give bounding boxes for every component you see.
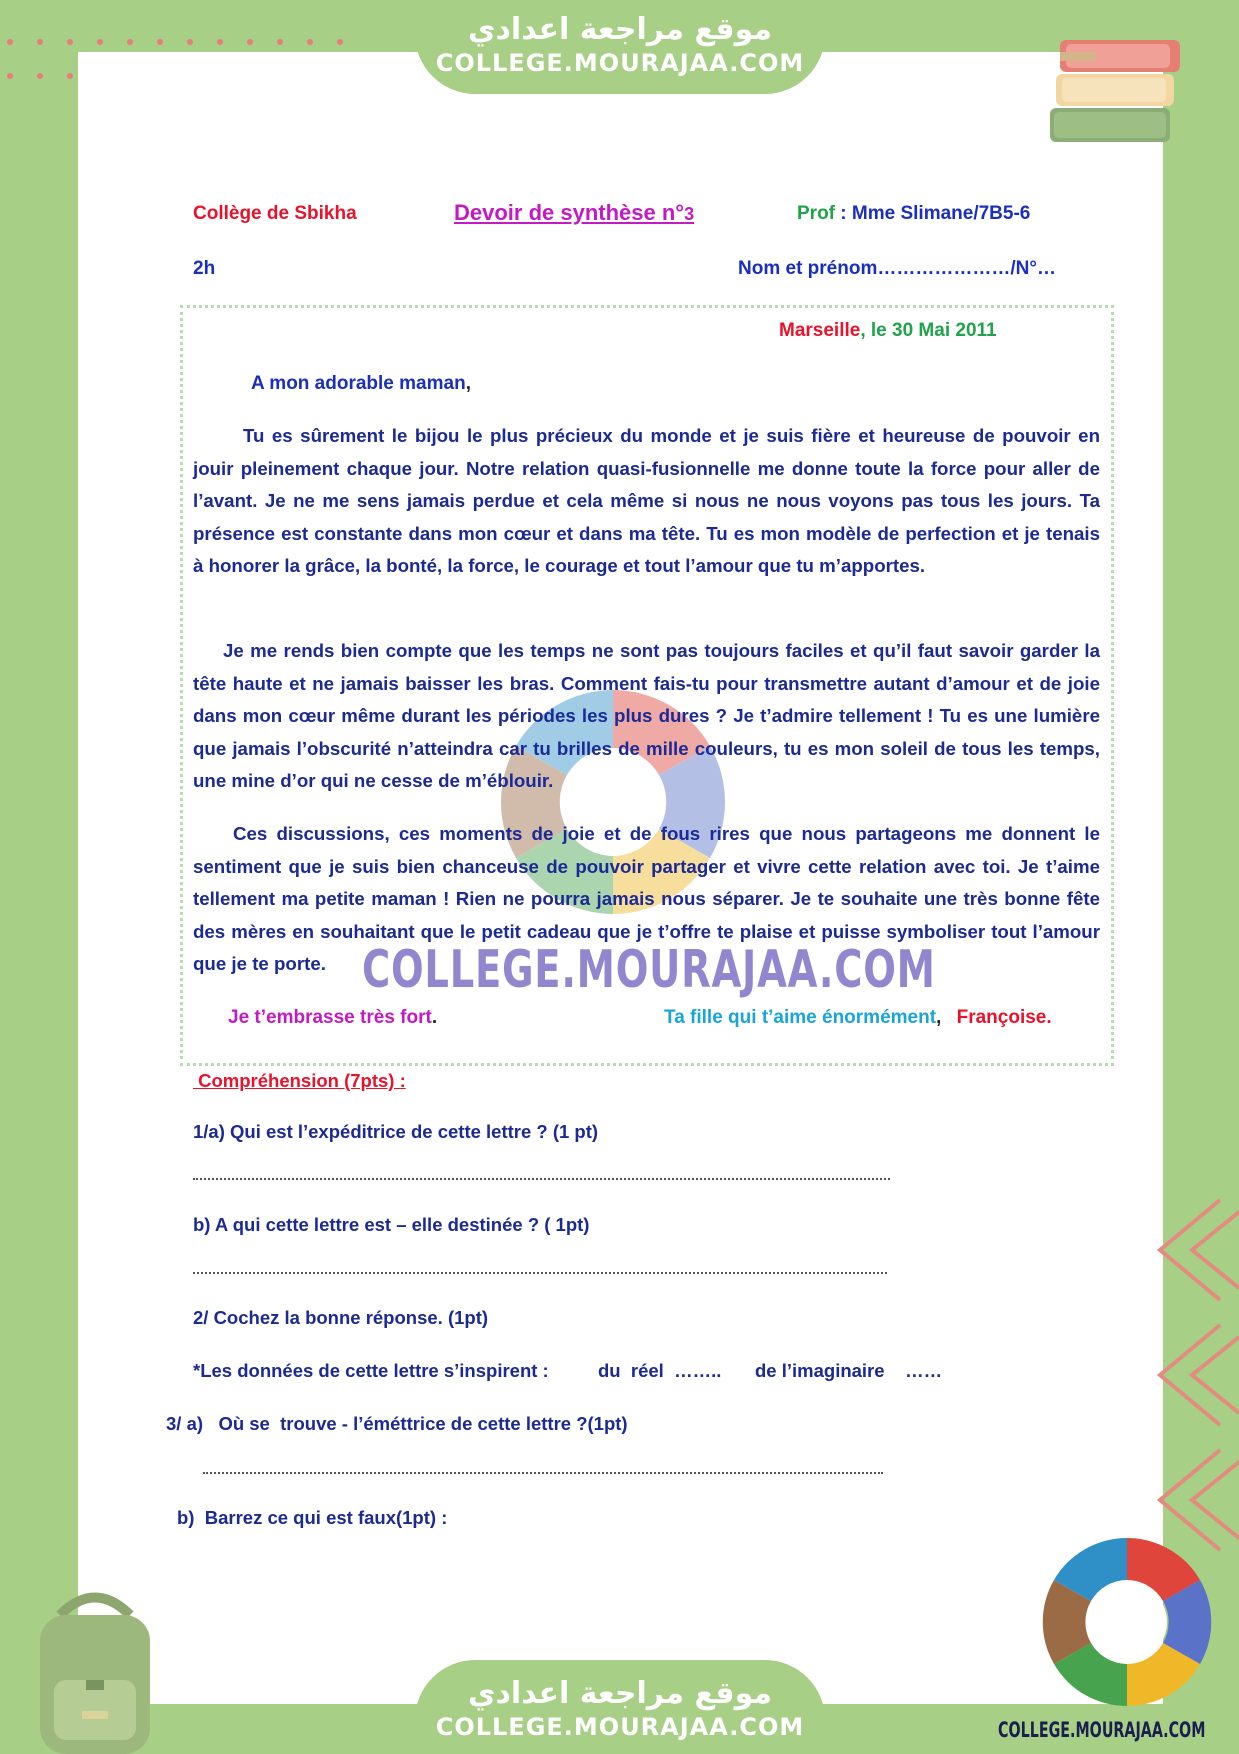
school-wheel-logo: [1040, 1535, 1215, 1710]
site-banner-bottom: [415, 1660, 825, 1754]
letter-date: , le 30 Mai 2011: [860, 320, 997, 341]
signoff-text: Ta fille qui t’aime énormément: [664, 1007, 937, 1028]
greeting-punct: ,: [465, 373, 471, 394]
backpack-icon: [20, 1585, 170, 1754]
duration: 2h: [193, 258, 216, 279]
watermark-domain: COLLEGE.MOURAJAA.COM: [362, 940, 936, 1000]
closing-punct: .: [431, 1007, 438, 1028]
letter-paragraph-2: Je me rends bien compte que les temps ne sont pas toujours faciles et qu’il faut savoir garder la tête haute et ne jamais baisser les bras. Comment fais-tu pour transmettre autant d’amour et de joie dans mon cœur même durant les périodes les plus dures ? Je t’admire tellement ! Tu es une lumière que jamais l’obscurité n’atteindra car tu brilles de mille couleurs, tu es mon soleil de tous les temps, une mine d’or qui ne cesse de m’éblouir.: [193, 640, 1100, 792]
letter-greeting: [251, 373, 471, 395]
chevron-pattern: [1100, 1190, 1239, 1560]
answer-line-3a[interactable]: [203, 1472, 883, 1474]
signature: Françoise.: [956, 1007, 1052, 1028]
exam-title: [454, 200, 694, 226]
site-arabic-name-bottom: موقع مراجعة اعدادي: [468, 1676, 772, 1711]
site-domain-bottom: COLLEGE.MOURAJAA.COM: [435, 1713, 805, 1741]
section-title: Compréhension (7pts) :: [193, 1070, 406, 1091]
prof-line: [797, 203, 1030, 225]
answer-line-1b[interactable]: [193, 1272, 887, 1274]
site-domain: COLLEGE.MOURAJAA.COM: [435, 49, 805, 77]
greeting-text: A mon adorable maman: [251, 373, 466, 394]
question-1a: 1/a) Qui est l’expéditrice de cette lettre ? (1 pt): [193, 1121, 599, 1142]
school-name: Collège de Sbikha: [193, 203, 357, 224]
question-3b: b) Barrez ce qui est faux(1pt) :: [177, 1507, 448, 1528]
letter-paragraph-1: Tu es sûrement le bijou le plus précieux du monde et je suis fière et heureuse de pouvoir en jouir pleinement chaque jour. Notre relation quasi-fusionnelle me donne toute la force pour aller de l’avant. Je ne me sens jamais perdue et cela même si nous ne nous voyons pas tous les jours. Ta présence est constante dans mon cœur et dans ma tête. Tu es mon modèle de perfection et je tenais à honorer la grâce, la bonté, la force, le courage et tout l’amour que tu m’apportes.: [193, 425, 1100, 577]
closing-text: Je t’embrasse très fort: [228, 1007, 432, 1028]
exam-title-number: 3: [684, 204, 695, 224]
question-1b: b) A qui cette lettre est – elle destinée ? ( 1pt): [193, 1214, 590, 1235]
letter-signoff: [664, 1007, 1052, 1029]
question-2-option-imaginary[interactable]: de l’imaginaire ……: [755, 1360, 943, 1381]
prof-label: Prof: [797, 203, 835, 224]
question-2-option-real[interactable]: du réel ……..: [598, 1360, 722, 1381]
exam-title-text: Devoir de synthèse n°: [454, 200, 685, 225]
letter-paragraph-3: Ces discussions, ces moments de joie et de fous rires que nous partageons me donnent le sentiment que je suis bien chanceuse de pouvoir partager et vivre cette relation avec toi. Je t’aime tellement ma petite maman ! Rien ne pourra jamais nous séparer. Je te souhaite une très bonne fête des mères en souhaitant que le petit cadeau que je t’offre te plaise et puisse symboliser tout l’amour que je te porte.: [193, 823, 1100, 975]
question-3a: 3/ a) Où se trouve - l’éméttrice de cette lettre ?(1pt): [166, 1413, 628, 1434]
prof-colon: :: [835, 203, 852, 224]
letter-place-date: [779, 320, 997, 342]
question-2-statement: *Les données de cette lettre s’inspirent :: [193, 1360, 549, 1381]
prof-name: Mme Slimane/7B5-6: [851, 203, 1031, 224]
answer-line-1a[interactable]: [193, 1178, 890, 1180]
signoff-punct: ,: [936, 1007, 942, 1028]
site-banner-top: [415, 0, 825, 94]
letter-closing: [228, 1007, 437, 1029]
question-2: 2/ Cochez la bonne réponse. (1pt): [193, 1307, 489, 1328]
site-arabic-name: موقع مراجعة اعدادي: [468, 12, 772, 47]
logo-domain: COLLEGE.MOURAJAA.COM: [998, 1718, 1206, 1742]
letter-place: Marseille: [779, 320, 861, 341]
name-field: Nom et prénom…………………/N°…: [738, 258, 1056, 279]
books-icon: [1040, 18, 1190, 148]
